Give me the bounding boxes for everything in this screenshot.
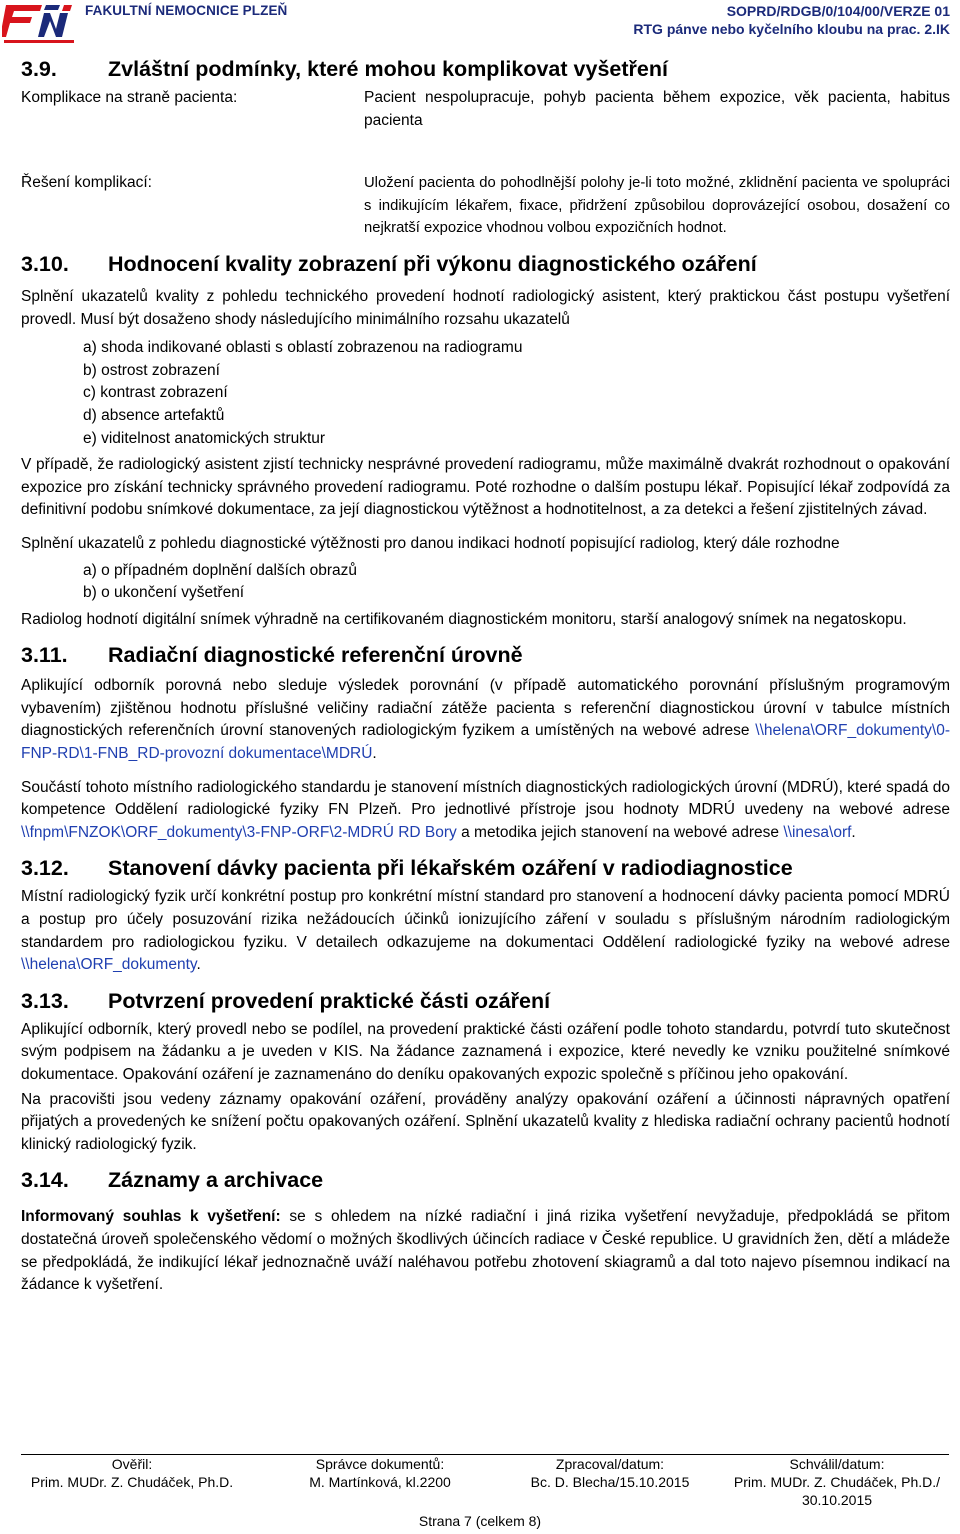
- quality-indicator-list: [21, 337, 950, 450]
- section-heading-3-9: 3.9. Zvláštní podmínky, které mohou komplikovat vyšetření: [21, 57, 668, 81]
- methodology-link[interactable]: \\inesa\orf: [783, 823, 852, 841]
- list-item: a) o případném doplnění dalších obrazů: [83, 561, 358, 579]
- paragraph: Informovaný souhlas k vyšetření: se s ohledem na nízké radiační i jiná rizika vyšetření nevyžaduje, předpokládá se přitom dostatečná úroveň společenského vědomí o možných škodlivých účincích radiace v České republice. U gravidních žen, dětí a mládeže se předpokládá, že indikující lékař jednoznačně uváží naléhavou potřebu zhotovení skiagramů a dal toto najevo písemnou indikací na žádance k vyšetření.: [21, 1208, 950, 1294]
- section-heading-3-11: 3.11. Radiační diagnostické referenční úrovně: [21, 643, 523, 668]
- paragraph: Splnění ukazatelů kvality z pohledu technického provedení hodnotí radiologický asistent, který praktickou část postupu vyšetření provedl. Musí být dosaženo shody následujícího minimálního rozsahu ukazatelů: [21, 287, 950, 328]
- approval-footer: [21, 1454, 949, 1507]
- page-number: Strana 7 (celkem 8): [418, 1513, 542, 1529]
- footer-verified: Ověřil: Prim. MUDr. Z. Chudáček, Ph.D.: [30, 1456, 234, 1490]
- paragraph: Místní radiologický fyzik určí konkrétní postup pro konkrétní místní standard pro stanovení a hodnocení dávky pacienta pomocí MDRÚ a postup pro účely posuzování rizika nežádoucích účinků ionizujícího záření v souladu s příslušným národním radiologickým standardem pro radiologickou fyziku. V detailech odkazujeme na dokumentaci Oddělení radiologické fyziky na webové adrese \\helena\ORF_dokumenty.: [21, 888, 950, 974]
- paragraph: Aplikující odborník, který provedl nebo se podílel, na provedení praktické části ozáření podle tohoto standardu, potvrdí tuto skutečnost svým podpisem na žádanku a je uveden v KIS. Na žádance zaznamená i expozice, které nevedly ke vzniku použitelné snímkové dokumentace. Opakování ozáření je zaznamenáno do deníku opakovaných expozic společně s příčinou jeho opakování.: [21, 1020, 950, 1083]
- row-value: Pacient nespolupracuje, pohyb pacienta během expozice, věk pacienta, habitus pacienta: [364, 89, 950, 129]
- orf-documents-link[interactable]: \\helena\ORF_dokumenty: [21, 956, 197, 974]
- document-subtitle: RTG pánve nebo kyčelního kloubu na prac. 2.IK: [633, 21, 950, 37]
- footer-document-manager: Správce dokumentů: M. Martínková, kl.2200: [309, 1456, 451, 1490]
- list-item: e) viditelnost anatomických struktur: [83, 429, 326, 447]
- footer-prepared-by: Zpracoval/datum: Bc. D. Blecha/15.10.2015: [530, 1456, 690, 1490]
- paragraph: Splnění ukazatelů z pohledu diagnostické výtěžnosti pro danou indikaci hodnotí popisující radiolog, který dále rozhodne: [21, 534, 840, 552]
- list-item: b) o ukončení vyšetření: [83, 584, 245, 602]
- paragraph: V případě, že radiologický asistent zjistí technicky nesprávné provedení radiogramu, může maximálně dvakrát rozhodnout o opakování expozice pro získání technicky správného provedení radiogramu. Poté rozhodne o dalším postupu lékař. Popisující lékař zodpovídá za definitivní podobu snímkové dokumentace, za její diagnostickou výtěžnost a hodnotitelnost, a za detekci a řešení zjistitelných závad.: [21, 456, 950, 519]
- fn-logo-icon: [2, 3, 80, 47]
- list-item: c) kontrast zobrazení: [83, 384, 228, 402]
- footer-approved-by: Schválil/datum: Prim. MUDr. Z. Chudáček, Ph.D./ 30.10.2015: [733, 1456, 941, 1508]
- complication-row: [21, 87, 950, 132]
- paragraph: Součástí tohoto místního radiologického standardu je stanovení místních diagnostických radiologických úrovní (MDRÚ), které spadá do kompetence Oddělení radiologické fyziky FN Plzeň. Pro jednotlivé přístroje jsou hodnoty MDRÚ uvedeny na webové adrese \\fnpm\FNZOK\ORF_dokumenty\3-FNP-ORF\2-MDRÚ RD Bory a metodika jejich stanovení na webové adrese \\inesa\orf.: [21, 778, 950, 841]
- document-header: [0, 0, 960, 44]
- row-label: Komplikace na straně pacienta:: [21, 89, 238, 106]
- paragraph: Na pracovišti jsou vedeny záznamy opakování ozáření, prováděny analýzy opakování ozáření a účinnosti nápravných opatření přijatých a provedených ke snížení počtu opakovaných ozáření. Splnění ukazatelů kvality z hlediska radiační ochrany pacientů hodnotí klinický radiologický fyzik.: [21, 1090, 950, 1153]
- row-label: Řešení komplikací:: [21, 174, 152, 192]
- section-heading-3-12: 3.12. Stanovení dávky pacienta při lékařském ozáření v radiodiagnostice: [21, 856, 793, 881]
- radiologist-decision-list: [21, 560, 950, 605]
- list-item: a) shoda indikované oblasti s oblastí zobrazenou na radiogramu: [83, 339, 523, 357]
- document-body: [21, 50, 950, 1297]
- list-item: b) ostrost zobrazení: [83, 361, 220, 379]
- list-item: d) absence artefaktů: [83, 406, 225, 424]
- paragraph: Radiolog hodnotí digitální snímek výhradně na certifikovaném diagnostickém monitoru, starší analogový snímek na negatoskopu.: [21, 610, 907, 628]
- row-value: Uložení pacienta do pohodlnější polohy je-li toto možné, zklidnění pacienta ve spolupráci s indikujícím lékařem, fixace, přidržení způsobilou doprovázející osobou, dosažení co nejkratší expozice vhodnou volbou expozičních hodnot.: [364, 175, 950, 237]
- paragraph: Aplikující odborník porovná nebo sleduje výsledek porovnání (v případě automatického porovnání příslušným programovým vybavením) zjištěnou hodnotu příslušné veličiny radiační zátěže pacienta s referenční diagnostickou úrovní v tabulce místních diagnostických referenčních úrovní stanovených radiologickým fyzikem a umístěných na webové adrese \\helena\ORF_dokumenty\0-FNP-RD\1-FNB_RD-provozní dokumentace\MDRÚ.: [21, 677, 950, 763]
- mdru-values-link[interactable]: \\fnpm\FNZOK\ORF_dokumenty\3-FNP-ORF\2-MDRÚ RD Bory: [21, 823, 457, 841]
- section-heading-3-10: 3.10. Hodnocení kvality zobrazení při výkonu diagnostického ozáření: [21, 251, 757, 276]
- document-id: SOPRD/RDGB/0/104/00/VERZE 01: [726, 3, 950, 19]
- section-heading-3-14: 3.14. Záznamy a archivace: [21, 1168, 324, 1193]
- section-heading-3-13: 3.13. Potvrzení provedení praktické části ozáření: [21, 988, 551, 1013]
- hospital-name: FAKULTNÍ NEMOCNICE PLZEŇ: [85, 3, 288, 18]
- solution-row: [21, 172, 950, 240]
- mdru-table-link[interactable]: \\helena\ORF_dokumenty\0-FNP-RD\1-FNB_RD-provozní dokumentace\MDRÚ: [21, 722, 950, 763]
